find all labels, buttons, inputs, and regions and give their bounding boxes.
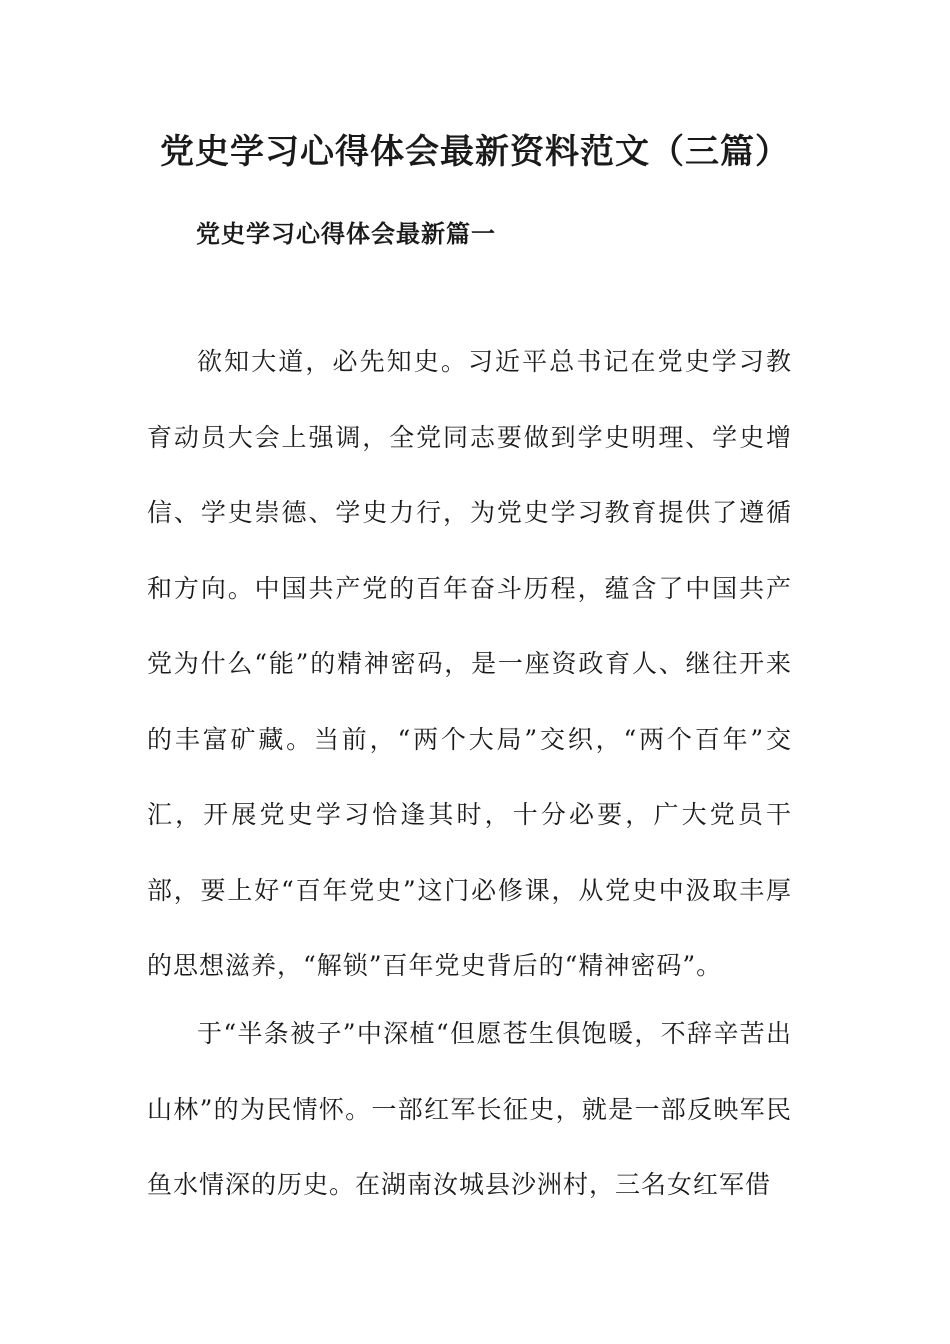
paragraph-2: 于“半条被子”中深植“但愿苍生俱饱暖，不辞辛苦出山林”的为民情怀。一部红军长征史，就是一部反映军民鱼水情深的历史。在湖南汝城县沙洲村，三名女红军借 — [147, 1019, 792, 1199]
document-title: 党史学习心得体会最新资料范文（三篇） — [160, 132, 790, 172]
paragraph-1: 欲知大道，必先知史。习近平总书记在党史学习教育动员大会上强调，全党同志要做到学史明理、学史增信、学史崇德、学史力行，为党史学习教育提供了遵循和方向。中国共产党的百年奋斗历程，蕴含了中国共产党为什么“能”的精神密码，是一座资政育人、继往开来的丰富矿藏。当前，“两个大局”交织，“两个百年”交汇，开展党史学习恰逢其时，十分必要，广大党员干部，要上好“百年党史”这门必修课，从党史中汲取丰厚的思想滋养，“解锁”百年党史背后的“精神密码”。 — [147, 347, 792, 980]
section-heading: 党史学习心得体会最新篇一 — [196, 220, 496, 248]
